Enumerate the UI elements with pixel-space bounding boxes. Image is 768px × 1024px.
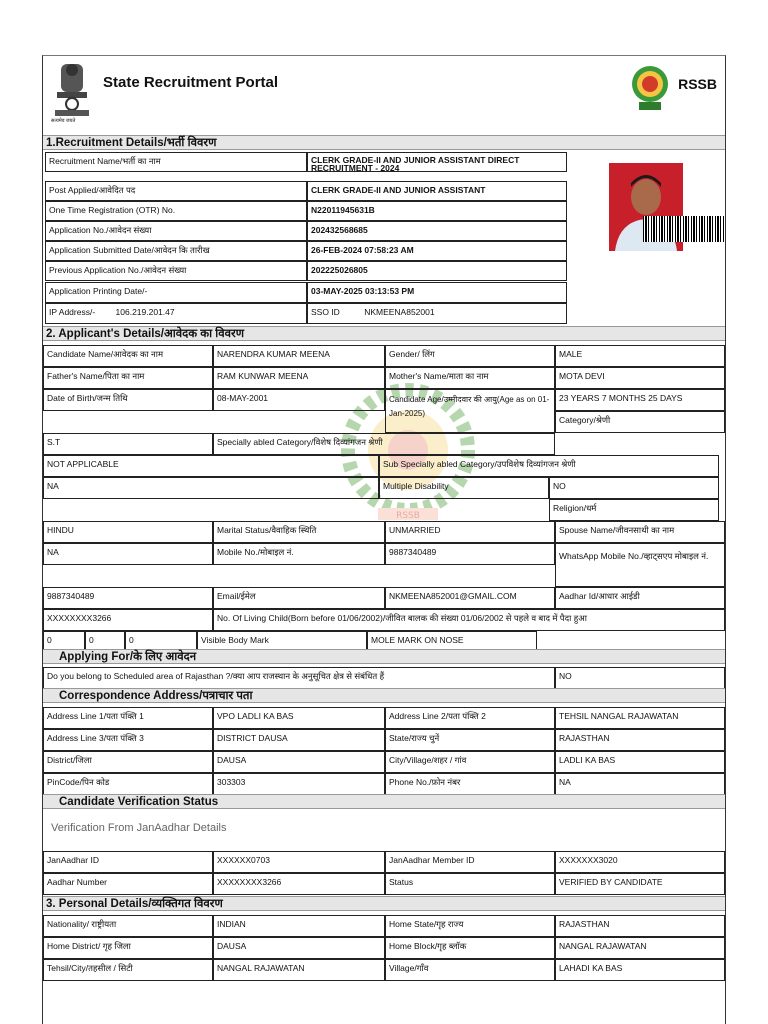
pincode-label: PinCode/पिन कोड — [43, 773, 213, 795]
previous-application-value: 202225026805 — [307, 261, 567, 281]
rssb-logo-icon — [629, 60, 671, 114]
address-line3-label: Address Line 3/पता पंक्ति 3 — [43, 729, 213, 751]
aadhar-id-label: Aadhar Id/आधार आईडी — [555, 587, 725, 609]
portal-title: State Recruitment Portal — [103, 74, 279, 91]
ip-address-row — [45, 303, 307, 324]
phone-label: Phone No./फ़ोन नंबर — [385, 773, 555, 795]
status-label: Status — [385, 873, 555, 895]
mobile-value: 9887340489 — [385, 543, 555, 565]
spouse-name-value: NA — [43, 543, 213, 565]
state-label: State/राज्य चुनें — [385, 729, 555, 751]
category-label: Category/श्रेणी — [555, 411, 725, 433]
address-line1-value: VPO LADLI KA BAS — [213, 707, 385, 729]
body-mark-value: MOLE MARK ON NOSE — [367, 631, 537, 653]
father-name-value: RAM KUNWAR MEENA — [213, 367, 385, 389]
whatsapp-label: WhatsApp Mobile No./व्हाट्सएप मोबाइल नं. — [555, 543, 725, 587]
tehsil-label: Tehsil/City/तहसील / सिटी — [43, 959, 213, 981]
father-name-label: Father's Name/पिता का नाम — [43, 367, 213, 389]
marital-status-value: UNMARRIED — [385, 521, 555, 543]
religion-label: Religion/धर्म — [549, 499, 719, 521]
email-value: NKMEENA852001@GMAIL.COM — [385, 587, 555, 609]
email-label: Email/ईमेल — [213, 587, 385, 609]
address-line3-value: DISTRICT DAUSA — [213, 729, 385, 751]
sso-value: NKMEENA852001 — [364, 307, 435, 317]
barcode — [643, 216, 725, 242]
otr-value: N22011945631B — [307, 201, 567, 221]
mother-name-value: MOTA DEVI — [555, 367, 725, 389]
marital-status-label: Marital Status/वैवाहिक स्थिति — [213, 521, 385, 543]
janaadhar-id-label: JanAadhar ID — [43, 851, 213, 873]
brand-name: RSSB — [678, 76, 717, 92]
sso-row — [307, 303, 567, 324]
home-state-label: Home State/गृह राज्य — [385, 915, 555, 937]
otr-label: One Time Registration (OTR) No. — [45, 201, 307, 221]
ashoka-emblem-icon — [51, 60, 93, 124]
janaadhar-member-label: JanAadhar Member ID — [385, 851, 555, 873]
section-applicant: 2. Applicant's Details/आवेदक का विवरण — [43, 326, 725, 341]
tehsil-value: NANGAL RAJAWATAN — [213, 959, 385, 981]
district-label: District/जिला — [43, 751, 213, 773]
candidate-name-label: Candidate Name/आवेदक का नाम — [43, 345, 213, 367]
city-label: City/Village/शहर / गांव — [385, 751, 555, 773]
district-value: DAUSA — [213, 751, 385, 773]
emblem-caption: सत्यमेव जयते — [51, 118, 76, 124]
phone-value: NA — [555, 773, 725, 795]
sub-specially-abled-label: Sub Specially abled Category/उपविशेष दिव्यांगजन श्रेणी — [379, 455, 719, 477]
whatsapp-value: 9887340489 — [43, 587, 213, 609]
children-count-2: 0 — [85, 631, 125, 653]
aadhar-id-value: XXXXXXXX3266 — [43, 609, 213, 631]
scheduled-area-value: NO — [555, 667, 725, 689]
specially-abled-value: NOT APPLICABLE — [43, 455, 379, 477]
category-value: S.T — [43, 433, 213, 455]
children-count-1: 0 — [43, 631, 85, 653]
state-value: RAJASTHAN — [555, 729, 725, 751]
section-applying-for: Applying For/के लिए आवेदन — [43, 649, 725, 664]
ip-value: 106.219.201.47 — [115, 307, 175, 317]
home-block-value: NANGAL RAJAWATAN — [555, 937, 725, 959]
home-district-label: Home District/ गृह जिला — [43, 937, 213, 959]
verification-subtitle: Verification From JanAadhar Details — [51, 822, 227, 834]
sub-specially-abled-value: NA — [43, 477, 379, 499]
candidate-name-value: NARENDRA KUMAR MEENA — [213, 345, 385, 367]
status-value: VERIFIED BY CANDIDATE — [555, 873, 725, 895]
home-block-label: Home Block/गृह ब्लॉक — [385, 937, 555, 959]
aadhar-number-value: XXXXXXXX3266 — [213, 873, 385, 895]
address-line1-label: Address Line 1/पता पंक्ति 1 — [43, 707, 213, 729]
application-no-label: Application No./आवेदन संख्या — [45, 221, 307, 241]
religion-value: HINDU — [43, 521, 213, 543]
section-recruitment: 1.Recruitment Details/भर्ती विवरण — [43, 135, 725, 150]
recruitment-name-label: Recruitment Name/भर्ती का नाम — [45, 152, 307, 172]
janaadhar-member-value: XXXXXXX3020 — [555, 851, 725, 873]
recruitment-name-value: CLERK GRADE-II AND JUNIOR ASSISTANT DIRECT RECRUITMENT - 2024 — [307, 152, 567, 172]
ip-label: IP Address/- — [49, 307, 96, 317]
printing-date-value: 03-MAY-2025 03:13:53 PM — [307, 282, 567, 303]
children-count-3: 0 — [125, 631, 197, 653]
specially-abled-label: Specially abled Category/विशेष दिव्यांगजन श्रेणी — [213, 433, 555, 455]
village-label: Village/गाँव — [385, 959, 555, 981]
multiple-disability-label: Multiple Disability — [379, 477, 549, 499]
nationality-label: Nationality/ राष्ट्रीयता — [43, 915, 213, 937]
aadhar-number-label: Aadhar Number — [43, 873, 213, 895]
sso-label: SSO ID — [311, 307, 340, 317]
age-value: 23 YEARS 7 MONTHS 25 DAYS — [555, 389, 725, 411]
address-line2-value: TEHSIL NANGAL RAJAWATAN — [555, 707, 725, 729]
watermark-text: RSSB — [396, 511, 420, 521]
body-mark-label: Visible Body Mark — [197, 631, 367, 653]
section-personal: 3. Personal Details/व्यक्तिगत विवरण — [43, 896, 725, 911]
village-value: LAHADI KA BAS — [555, 959, 725, 981]
gender-value: MALE — [555, 345, 725, 367]
section-correspondence: Correspondence Address/पत्राचार पता — [43, 688, 725, 703]
application-no-value: 202432568685 — [307, 221, 567, 241]
application-form — [42, 55, 726, 1024]
home-state-value: RAJASTHAN — [555, 915, 725, 937]
mobile-label: Mobile No./मोबाइल नं. — [213, 543, 385, 565]
address-line2-label: Address Line 2/पता पंक्ति 2 — [385, 707, 555, 729]
home-district-value: DAUSA — [213, 937, 385, 959]
age-label: Candidate Age/उम्मीदवार की आयु(Age as on 01-Jan-2025) — [385, 389, 555, 433]
city-value: LADLI KA BAS — [555, 751, 725, 773]
post-applied-value: CLERK GRADE-II AND JUNIOR ASSISTANT — [307, 181, 567, 201]
submitted-date-label: Application Submitted Date/आवेदन कि तारीख — [45, 241, 307, 261]
previous-application-label: Previous Application No./आवेदन संख्या — [45, 261, 307, 281]
post-applied-label: Post Applied/आवेदित पद — [45, 181, 307, 201]
nationality-value: INDIAN — [213, 915, 385, 937]
dob-label: Date of Birth/जन्म तिथि — [43, 389, 213, 411]
mother-name-label: Mother's Name/माता का नाम — [385, 367, 555, 389]
gender-label: Gender/ लिंग — [385, 345, 555, 367]
living-children-label: No. Of Living Child(Born before 01/06/2002)/जीवित बालक की संख्या 01/06/2002 से पहले व बाद में पैदा हुआ — [213, 609, 725, 631]
multiple-disability-value: NO — [549, 477, 719, 499]
scheduled-area-label: Do you belong to Scheduled area of Rajasthan ?/क्या आप राजस्थान के अनुसूचित क्षेत्र से संबंधित हैं — [43, 667, 555, 689]
dob-value: 08-MAY-2001 — [213, 389, 385, 411]
section-verification: Candidate Verification Status — [43, 794, 725, 809]
printing-date-label: Application Printing Date/- — [45, 282, 307, 303]
pincode-value: 303303 — [213, 773, 385, 795]
spouse-name-label: Spouse Name/जीवनसाथी का नाम — [555, 521, 725, 543]
janaadhar-id-value: XXXXXX0703 — [213, 851, 385, 873]
submitted-date-value: 26-FEB-2024 07:58:23 AM — [307, 241, 567, 261]
